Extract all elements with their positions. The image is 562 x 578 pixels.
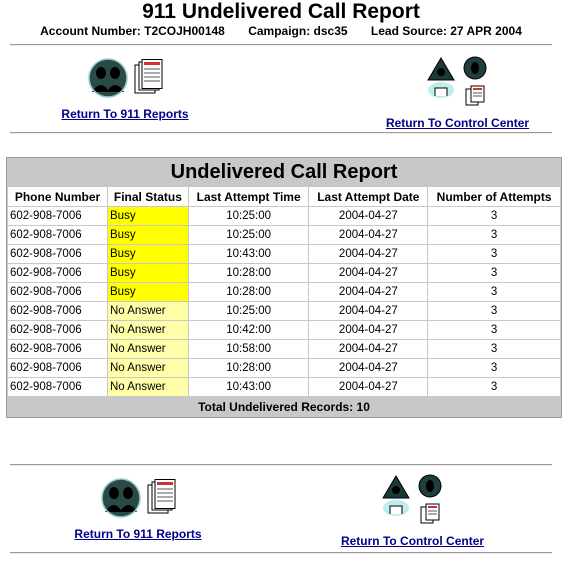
people-icon[interactable] — [87, 58, 129, 103]
column-header: Number of Attempts — [428, 187, 560, 206]
final-status-cell: Busy — [108, 264, 188, 282]
return-control-center-link[interactable]: Return To Control Center — [340, 534, 485, 548]
people-icon[interactable] — [100, 478, 142, 523]
bottom-divider-1 — [10, 464, 552, 466]
last-attempt-time-cell: 10:58:00 — [189, 340, 309, 358]
table-row — [8, 283, 560, 301]
last-attempt-date-cell: 2004-04-27 — [309, 321, 427, 339]
table-row — [8, 264, 560, 282]
final-status-cell: No Answer — [108, 378, 188, 396]
number-of-attempts-cell: 3 — [428, 340, 560, 358]
last-attempt-time-cell: 10:25:00 — [189, 226, 309, 244]
last-attempt-date-cell: 2004-04-27 — [309, 245, 427, 263]
control-center-icon[interactable] — [381, 474, 411, 523]
table-row — [8, 245, 560, 263]
documents-icon — [464, 85, 486, 107]
final-status-cell: No Answer — [108, 321, 188, 339]
total-records: Total Undelivered Records: 10 — [7, 397, 561, 417]
last-attempt-time-cell: 10:25:00 — [189, 302, 309, 320]
head-icon[interactable] — [416, 474, 444, 530]
last-attempt-date-cell: 2004-04-27 — [309, 283, 427, 301]
last-attempt-time-cell: 10:28:00 — [189, 264, 309, 282]
phone-number-cell: 602-908-7006 — [8, 283, 107, 301]
final-status-cell: Busy — [108, 283, 188, 301]
last-attempt-date-cell: 2004-04-27 — [309, 226, 427, 244]
top-divider — [10, 44, 552, 46]
number-of-attempts-cell: 3 — [428, 226, 560, 244]
last-attempt-time-cell: 10:43:00 — [189, 378, 309, 396]
phone-number-cell: 602-908-7006 — [8, 359, 107, 377]
last-attempt-time-cell: 10:43:00 — [189, 245, 309, 263]
table-row — [8, 226, 560, 244]
report-panel — [6, 157, 562, 418]
lead-source: Lead Source: 27 APR 2004 — [370, 24, 522, 38]
campaign: Campaign: dsc35 — [248, 24, 348, 38]
report-title: Undelivered Call Report — [170, 161, 398, 183]
return-control-center-link[interactable]: Return To Control Center — [385, 116, 530, 130]
table-header-row — [8, 187, 560, 206]
column-header: Last Attempt Date — [309, 187, 427, 206]
nav-911-reports-bottom — [68, 478, 208, 541]
page-title: 911 Undelivered Call Report — [142, 0, 420, 23]
number-of-attempts-cell: 3 — [428, 302, 560, 320]
final-status-cell: Busy — [108, 226, 188, 244]
documents-icon — [419, 503, 441, 525]
last-attempt-time-cell: 10:25:00 — [189, 207, 309, 225]
table-row — [8, 378, 560, 396]
phone-number-cell: 602-908-7006 — [8, 264, 107, 282]
final-status-cell: Busy — [108, 207, 188, 225]
report-meta — [0, 24, 562, 38]
final-status-cell: No Answer — [108, 359, 188, 377]
phone-number-cell: 602-908-7006 — [8, 207, 107, 225]
column-header: Phone Number — [8, 187, 107, 206]
control-center-icon[interactable] — [426, 56, 456, 105]
phone-number-cell: 602-908-7006 — [8, 226, 107, 244]
nav-911-reports-top — [55, 58, 195, 121]
column-header: Final Status — [108, 187, 188, 206]
phone-number-cell: 602-908-7006 — [8, 321, 107, 339]
column-header: Last Attempt Time — [189, 187, 309, 206]
number-of-attempts-cell: 3 — [428, 264, 560, 282]
table-row — [8, 302, 560, 320]
bottom-divider-2 — [10, 552, 552, 554]
last-attempt-date-cell: 2004-04-27 — [309, 302, 427, 320]
table-row — [8, 340, 560, 358]
phone-number-cell: 602-908-7006 — [8, 302, 107, 320]
reports-icon[interactable] — [133, 59, 163, 102]
report-table — [7, 186, 561, 397]
table-row — [8, 207, 560, 225]
return-911-reports-link[interactable]: Return To 911 Reports — [74, 527, 202, 541]
return-911-reports-link[interactable]: Return To 911 Reports — [61, 107, 189, 121]
final-status-cell: No Answer — [108, 302, 188, 320]
reports-icon[interactable] — [146, 479, 176, 522]
number-of-attempts-cell: 3 — [428, 359, 560, 377]
number-of-attempts-cell: 3 — [428, 245, 560, 263]
table-row — [8, 359, 560, 377]
last-attempt-time-cell: 10:28:00 — [189, 359, 309, 377]
nav-control-center-top — [380, 56, 535, 130]
table-row — [8, 321, 560, 339]
head-icon[interactable] — [461, 56, 489, 112]
phone-number-cell: 602-908-7006 — [8, 245, 107, 263]
account-number: Account Number: T2COJH00148 — [40, 24, 225, 38]
last-attempt-date-cell: 2004-04-27 — [309, 340, 427, 358]
final-status-cell: Busy — [108, 245, 188, 263]
number-of-attempts-cell: 3 — [428, 321, 560, 339]
last-attempt-date-cell: 2004-04-27 — [309, 207, 427, 225]
last-attempt-date-cell: 2004-04-27 — [309, 264, 427, 282]
number-of-attempts-cell: 3 — [428, 283, 560, 301]
last-attempt-date-cell: 2004-04-27 — [309, 359, 427, 377]
last-attempt-time-cell: 10:42:00 — [189, 321, 309, 339]
phone-number-cell: 602-908-7006 — [8, 340, 107, 358]
last-attempt-date-cell: 2004-04-27 — [309, 378, 427, 396]
phone-number-cell: 602-908-7006 — [8, 378, 107, 396]
nav-control-center-bottom — [335, 474, 490, 548]
number-of-attempts-cell: 3 — [428, 207, 560, 225]
last-attempt-time-cell: 10:28:00 — [189, 283, 309, 301]
final-status-cell: No Answer — [108, 340, 188, 358]
report-rows — [8, 207, 560, 396]
mid-divider — [10, 132, 552, 134]
number-of-attempts-cell: 3 — [428, 378, 560, 396]
